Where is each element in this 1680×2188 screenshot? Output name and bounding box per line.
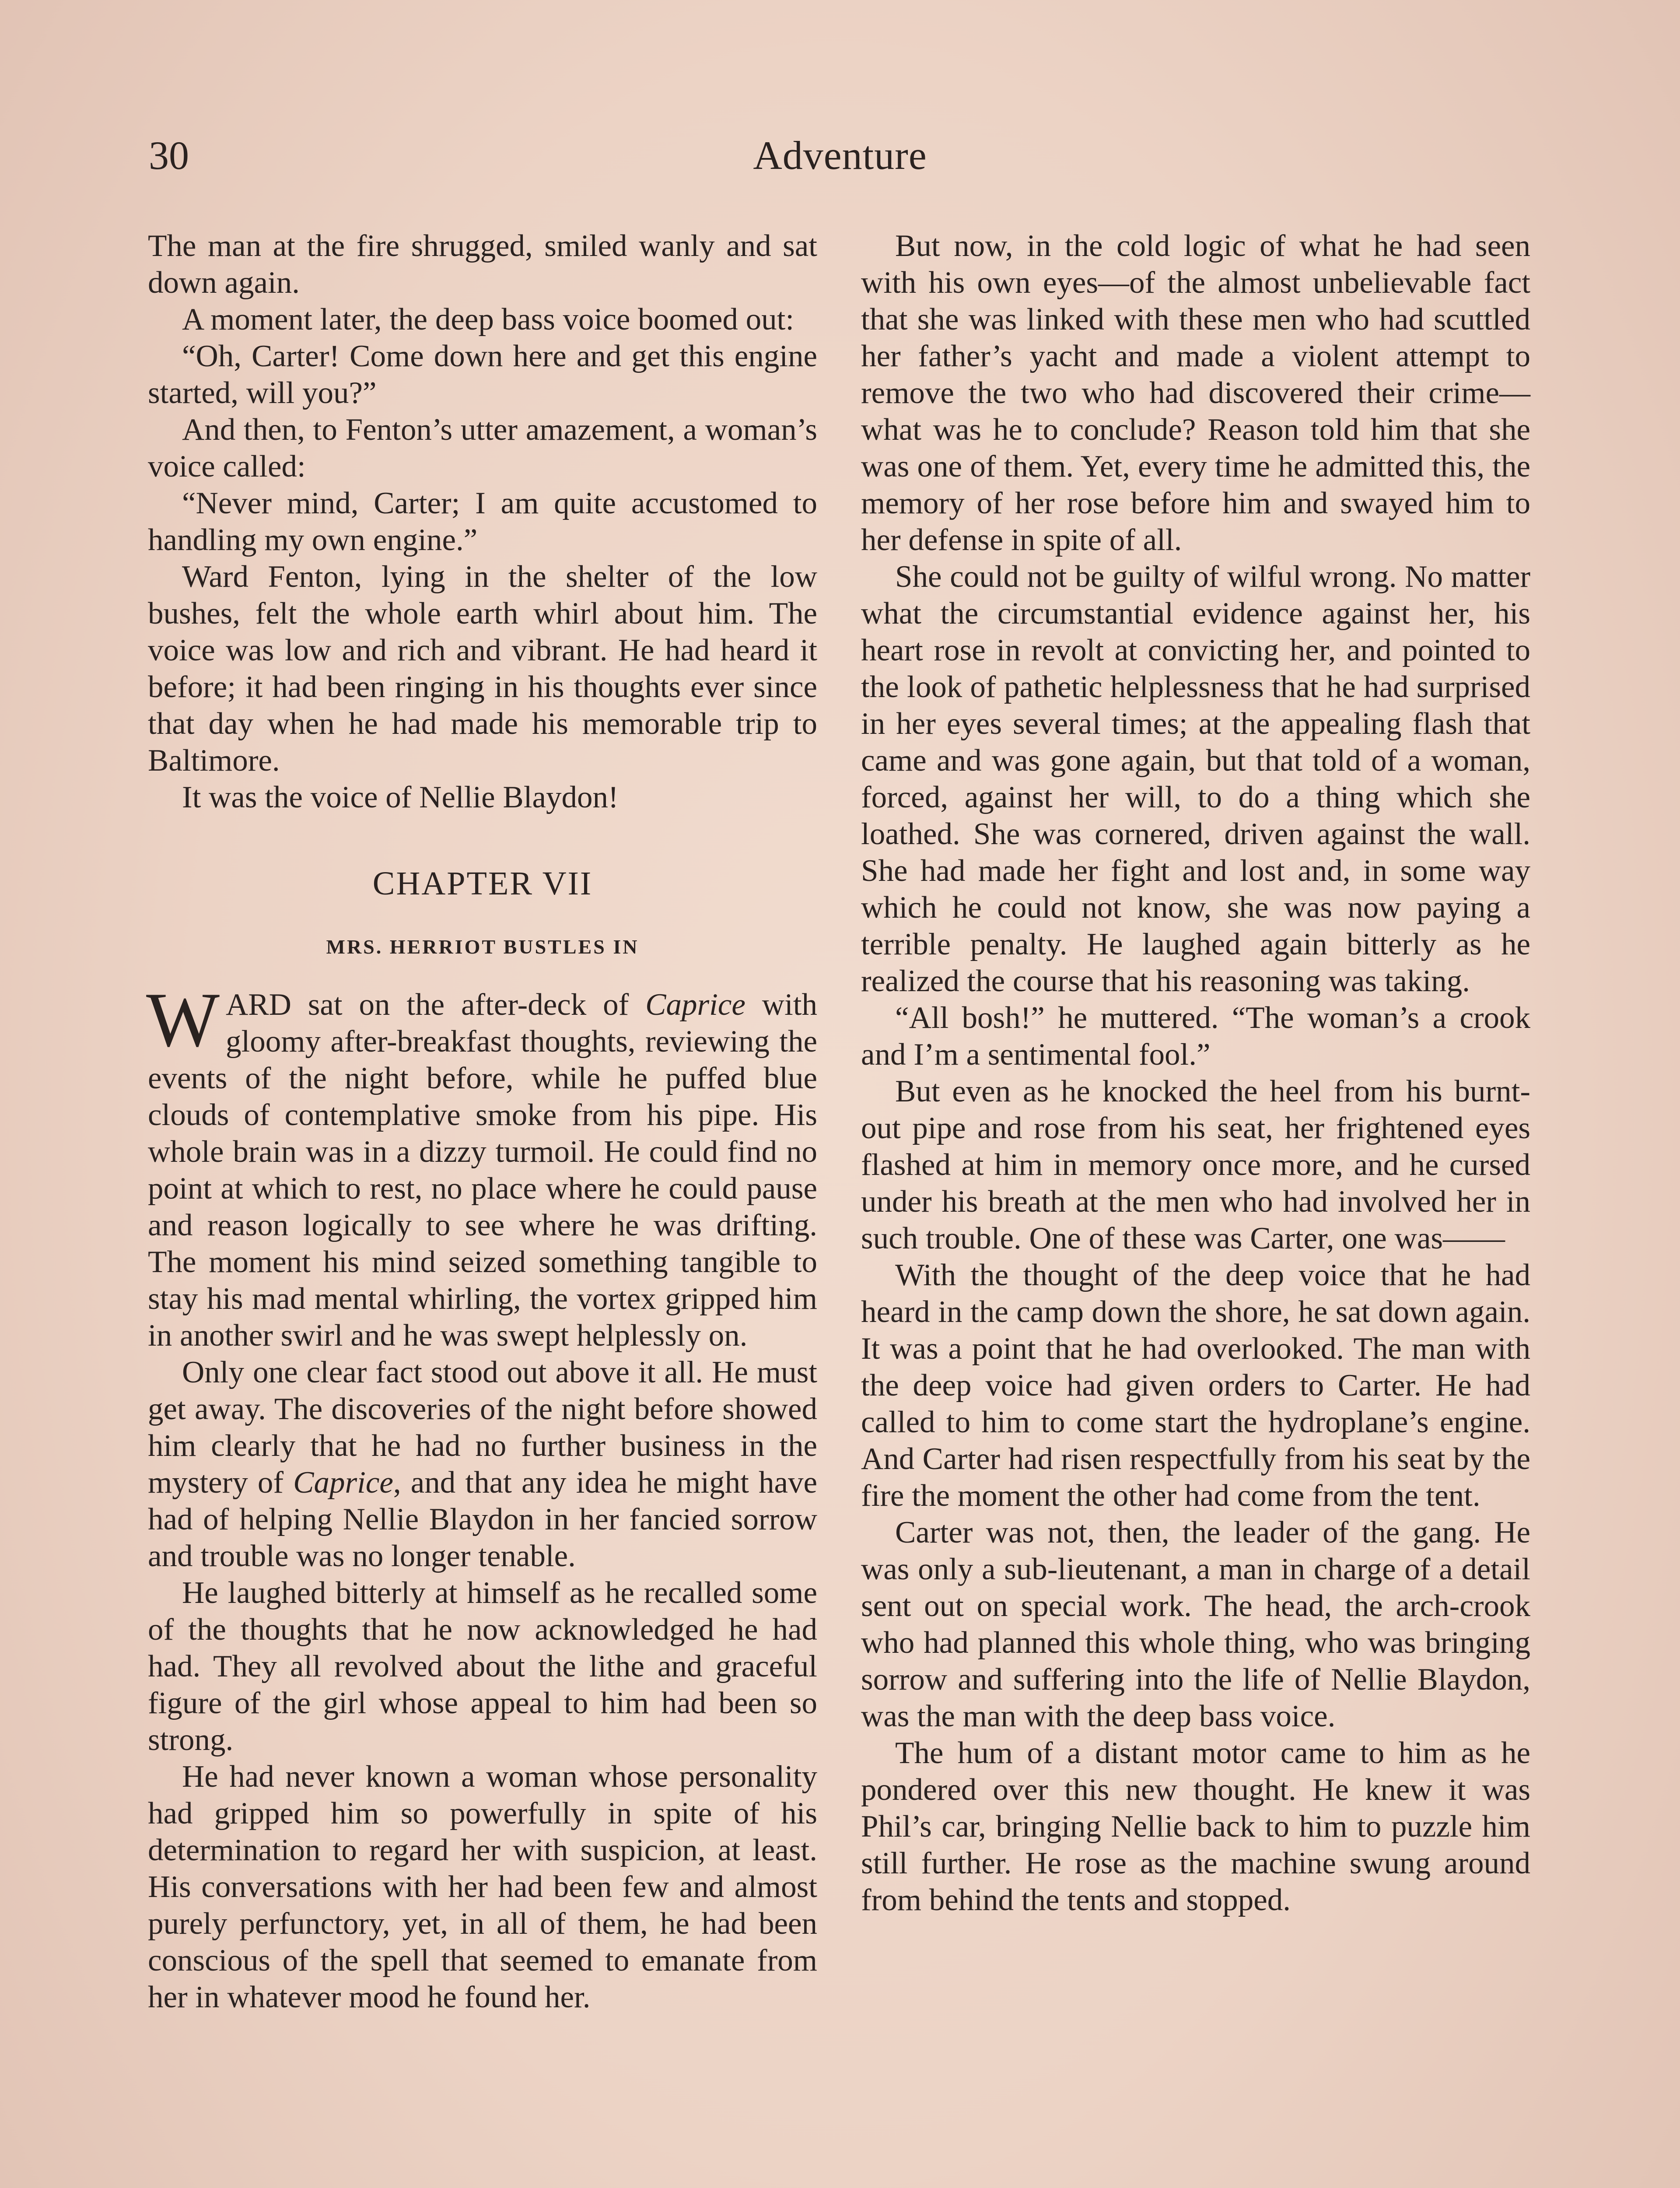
- paragraph-with-dropcap: [146, 976, 817, 1354]
- paragraph: It was the voice of Nellie Blaydon!: [182, 780, 619, 814]
- paragraph: He had never known a woman whose personality had gripped him so powerfully in spite of his determination to regard her with suspicion, at least. His conversations with her had been few and almost purely perfunctory, yet, in all of them, he had been conscious of the spell that seemed to emanate from her in whatever mood he found her.: [148, 1760, 817, 2014]
- text-span: Only one clear fact stood out above it all. He must get away. The discoveries of the night before showed him clearly that he had no further business in the mystery of: [148, 1355, 817, 1500]
- paragraph: The hum of a distant motor came to him as he pondered over this new thought. He knew it was Phil’s car, bringing Nellie back to him to puzzle him still further. He rose as the machine swung around from behind the tents and stopped.: [861, 1736, 1530, 1917]
- paragraph: Carter was not, then, the leader of the gang. He was only a sub-lieutenant, a man in charge of a detail sent out on special work. The head, the arch-crook who had planned this whole thing, who was bringing sorrow and suffering into the life of Nellie Blaydon, was the man with the deep bass voice.: [861, 1515, 1530, 1733]
- paragraph: A moment later, the deep bass voice boomed out:: [182, 302, 794, 337]
- paragraph: And then, to Fenton’s utter amazement, a woman’s voice called:: [148, 413, 817, 484]
- paragraph: But even as he knocked the heel from his burnt-out pipe and rose from his seat, her frightened eyes flashed at him in memory once more, and he cursed under his breath at the men who had involved her in such trouble. One of these was Carter, one was——: [861, 1074, 1530, 1255]
- chapter-heading: CHAPTER VII: [372, 865, 593, 902]
- paragraph: She could not be guilty of wilful wrong. No matter what the circumstantial evidence against her, his heart rose in revolt at convicting her, and pointed to the look of pathetic helplessness that he had surprised in her eyes several times; at the appealing flash that came and was gone again, but that told of a woman, forced, against her will, to do a thing which she loathed. She was cornered, driven against the wall. She had made her fight and lost and, in some way which he could not know, she was now paying a terrible penalty. He laughed again bitterly as he realized the course that his reasoning was taking.: [861, 560, 1530, 998]
- text-span: with gloomy after-breakfast thoughts, reviewing the events of the night before, while he puffed blue clouds of contemplative smoke from his pipe. His whole brain was in a dizzy turmoil. He could find no point at which to rest, no place where he could pause and reason logically to see where he was drifting. The moment his mind seized something tangible to stay his mad mental whirling, the vortex gripped him in another swirl and he was swept helplessly on.: [148, 988, 817, 1353]
- paragraph: But now, in the cold logic of what he had seen with his own eyes—of the almost unbelievable fact that she was linked with these men who had scuttled her father’s yacht and made a violent attempt to remove the two who had discovered their crime—what was he to conclude? Reason told him that she was one of them. Yet, every time he admitted this, the memory of her rose before him and swayed him to her defense in spite of all.: [861, 229, 1530, 557]
- paragraph: The man at the fire shrugged, smiled wanly and sat down again.: [148, 229, 817, 300]
- left-column: [148, 228, 817, 2016]
- paragraph: “Never mind, Carter; I am quite accustomed to handling my own engine.”: [148, 486, 817, 557]
- page-number: 30: [149, 133, 189, 178]
- text-span: , and that any idea he might have had of helping Nellie Blaydon in her fancied sorrow and trouble was no longer tenable.: [148, 1466, 817, 1573]
- paragraph: [148, 1354, 817, 1574]
- drop-cap: W: [146, 976, 220, 1063]
- italic-title: Caprice: [645, 988, 746, 1022]
- paragraph: “Oh, Carter! Come down here and get this engine started, will you?”: [148, 339, 817, 410]
- italic-title: Caprice: [293, 1466, 393, 1500]
- text-span: ARD sat on the after-deck of: [226, 988, 646, 1022]
- chapter-subtitle: MRS. HERRIOT BUSTLES IN: [326, 936, 639, 958]
- page-header: [149, 131, 1531, 179]
- paragraph: Ward Fenton, lying in the shelter of the low bushes, felt the whole earth whirl about him. The voice was low and rich and vibrant. He had heard it before; it had been ringing in his thoughts ever since that day when he had made his memorable trip to Baltimore.: [148, 560, 817, 778]
- paragraph: He laughed bitterly at himself as he recalled some of the thoughts that he now acknowledged he had had. They all revolved about the lithe and graceful figure of the girl whose appeal to him had been so strong.: [148, 1576, 817, 1757]
- paragraph: “All bosh!” he muttered. “The woman’s a crook and I’m a sentimental fool.”: [861, 1001, 1530, 1072]
- paragraph: With the thought of the deep voice that he had heard in the camp down the shore, he sat down again. It was a point that he had overlooked. The man with the deep voice had given orders to Carter. He had called to him to come start the hydroplane’s engine. And Carter had risen respectfully from his seat by the fire the moment the other had come from the tent.: [861, 1258, 1530, 1513]
- right-column: [861, 228, 1530, 1918]
- running-head: Adventure: [753, 133, 927, 178]
